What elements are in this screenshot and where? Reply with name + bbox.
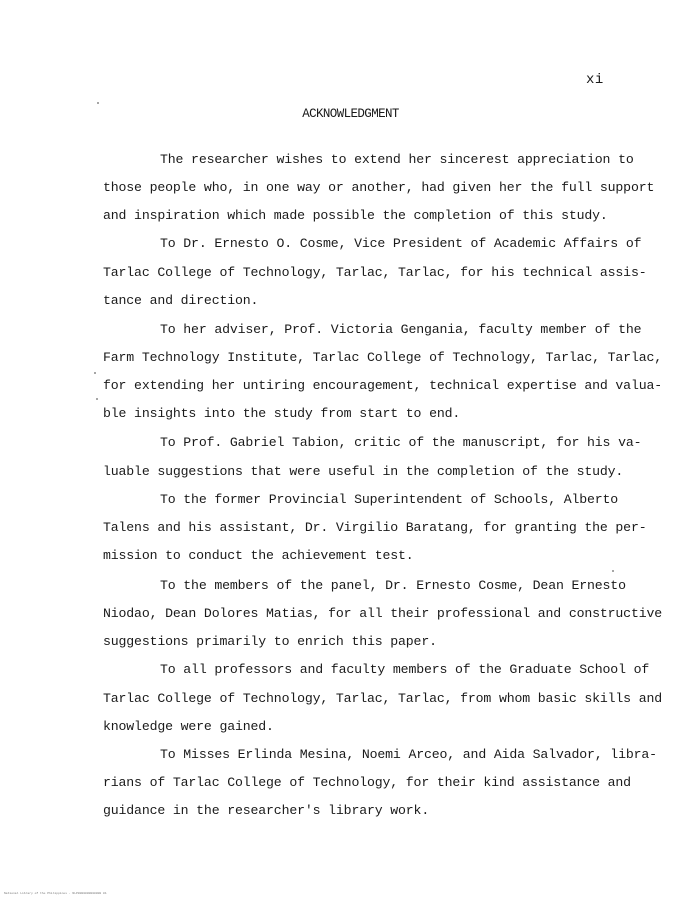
text-line: To her adviser, Prof. Victoria Gengania, faculty member of the xyxy=(160,322,642,337)
text-line: ble insights into the study from start to end. xyxy=(103,406,461,421)
text-line: To Prof. Gabriel Tabion, critic of the manuscript, for his va- xyxy=(160,435,642,450)
text-line: Tarlac College of Technology, Tarlac, Tarlac, from whom basic skills and xyxy=(103,691,662,706)
text-line: To Misses Erlinda Mesina, Noemi Arceo, and Aida Salvador, libra- xyxy=(160,747,657,762)
text-line: To the members of the panel, Dr. Ernesto Cosme, Dean Ernesto xyxy=(160,578,626,593)
scan-speck xyxy=(96,398,98,400)
text-line: those people who, in one way or another, had given her the full support xyxy=(103,180,655,195)
text-line: The researcher wishes to extend her sincerest appreciation to xyxy=(160,152,634,167)
text-line: for extending her untiring encouragement, technical expertise and valua- xyxy=(103,378,662,393)
text-line: To all professors and faculty members of the Graduate School of xyxy=(160,662,650,677)
scan-speck xyxy=(612,570,614,572)
text-line: suggestions primarily to enrich this paper. xyxy=(103,634,437,649)
scan-speck xyxy=(97,102,99,104)
page-number: xi xyxy=(586,72,604,88)
text-line: To the former Provincial Superintendent of Schools, Alberto xyxy=(160,492,619,507)
text-line: luable suggestions that were useful in the completion of the study. xyxy=(103,464,624,479)
text-line: Talens and his assistant, Dr. Virgilio Baratang, for granting the per- xyxy=(103,520,647,535)
scan-footer-mark: National Library of the Philippines · NLP0000000000000 01 xyxy=(4,892,107,895)
page-title: ACKNOWLEDGMENT xyxy=(302,107,399,121)
text-line: knowledge were gained. xyxy=(103,719,274,734)
text-line: and inspiration which made possible the completion of this study. xyxy=(103,208,608,223)
text-line: guidance in the researcher's library work. xyxy=(103,803,430,818)
text-line: Niodao, Dean Dolores Matias, for all their professional and constructive xyxy=(103,606,662,621)
text-line: rians of Tarlac College of Technology, for their kind assistance and xyxy=(103,775,631,790)
scan-speck xyxy=(94,372,96,374)
text-line: To Dr. Ernesto O. Cosme, Vice President of Academic Affairs of xyxy=(160,236,642,251)
text-line: Tarlac College of Technology, Tarlac, Tarlac, for his technical assis- xyxy=(103,265,647,280)
text-line: Farm Technology Institute, Tarlac College of Technology, Tarlac, Tarlac, xyxy=(103,350,662,365)
text-line: mission to conduct the achievement test. xyxy=(103,548,414,563)
text-line: tance and direction. xyxy=(103,293,259,308)
